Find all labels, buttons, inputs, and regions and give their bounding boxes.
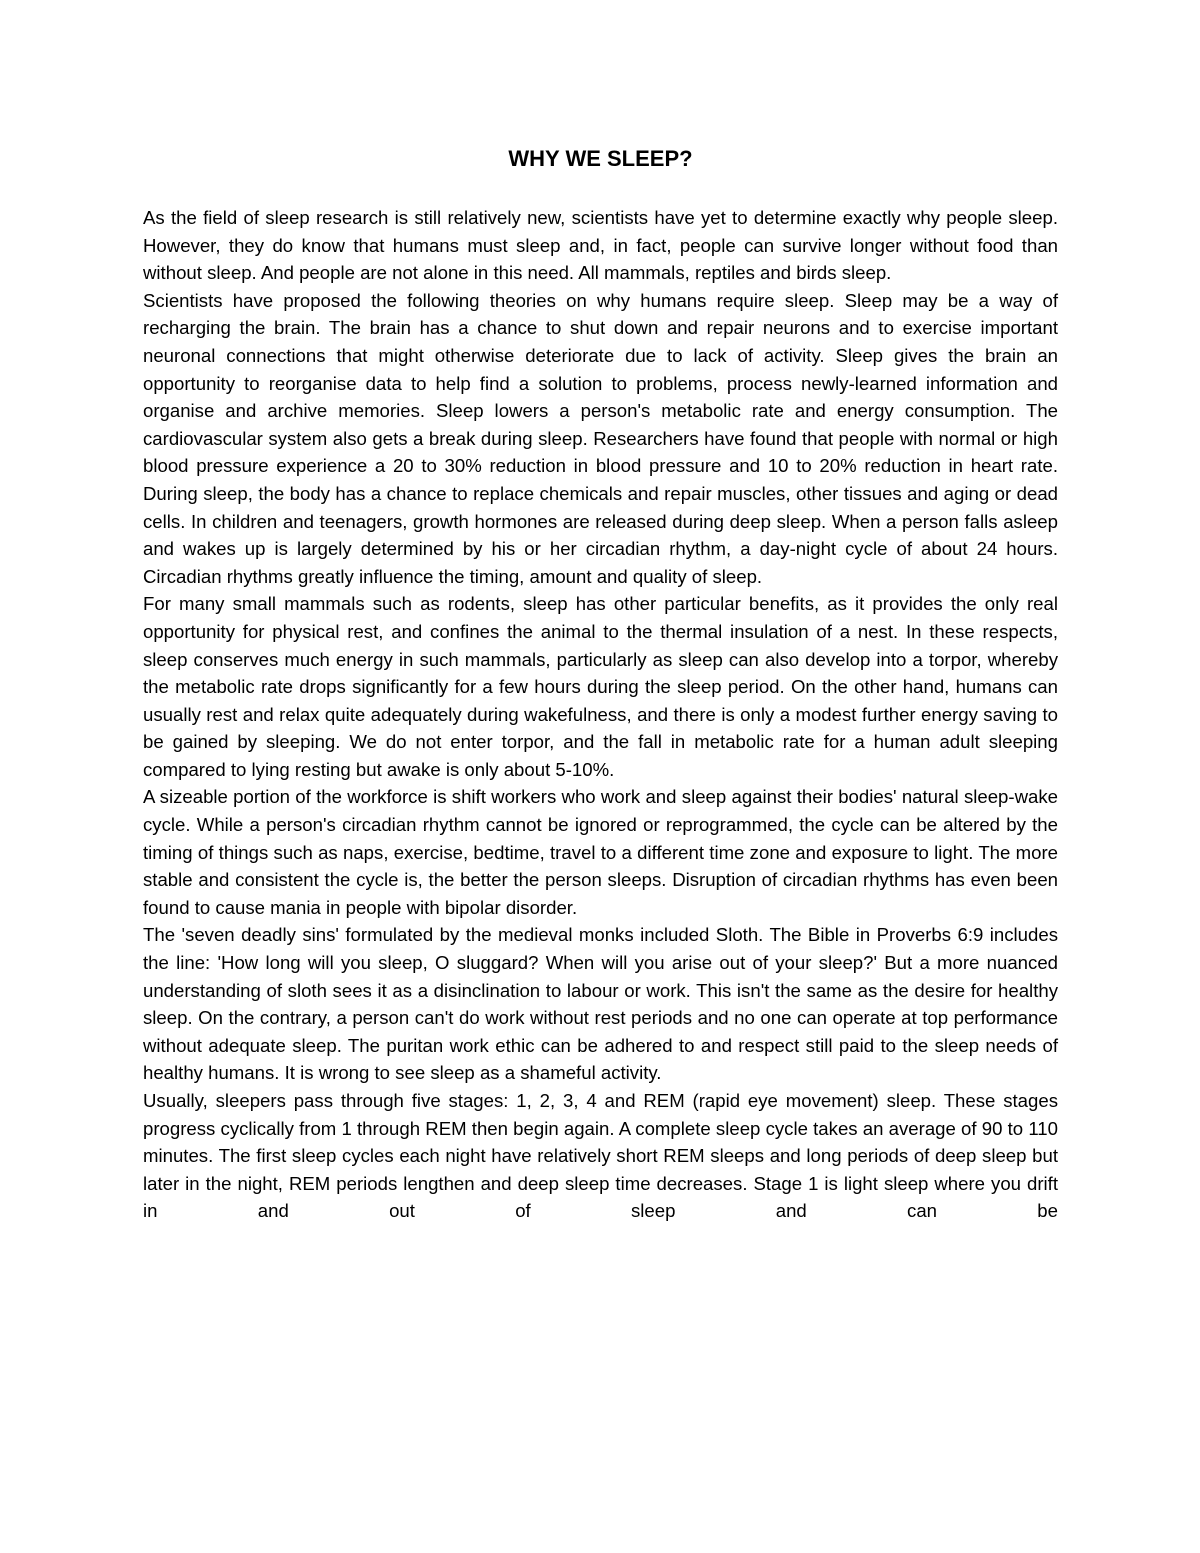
paragraph-theories: Scientists have proposed the following theories on why humans require sleep. Sleep may be a way of recharging the brain. The brain has a chance to shut down and repair neurons and to exercise important neuronal connections that might otherwise deteriorate due to lack of activity. Sleep gives the brain an opportunity to reorganise data to help find a solution to problems, process newly-learned information and organise and archive memories. Sleep lowers a person's metabolic rate and energy consumption. The cardiovascular system also gets a break during sleep. Researchers have found that people with normal or high blood pressure experience a 20 to 30% reduction in blood pressure and 10 to 20% reduction in heart rate. During sleep, the body has a chance to replace chemicals and repair muscles, other tissues and aging or dead cells. In children and teenagers, growth hormones are released during deep sleep. When a person falls asleep and wakes up is largely determined by his or her circadian rhythm, a day-night cycle of about 24 hours. Circadian rhythms greatly influence the timing, amount and quality of sleep. bbox=[143, 289, 1058, 587]
paragraph-small-mammals: For many small mammals such as rodents, sleep has other particular benefits, as it provides the only real opportunity for physical rest, and confines the animal to the thermal insulation of a nest. In these respects, sleep conserves much energy in such mammals, particularly as sleep can also develop into a torpor, whereby the metabolic rate drops significantly for a few hours during the sleep period. On the other hand, humans can usually rest and relax quite adequately during wakefulness, and there is only a modest further energy saving to be gained by sleeping. We do not enter torpor, and the fall in metabolic rate for a human adult sleeping compared to lying resting but awake is only about 5-10%. bbox=[143, 593, 1058, 780]
document-body bbox=[143, 204, 1058, 1225]
paragraph-sloth: The 'seven deadly sins' formulated by the medieval monks included Sloth. The Bible in Proverbs 6:9 includes the line: 'How long will you sleep, O sluggard? When will you arise out of your sleep?' But a more nuanced understanding of sloth sees it as a disinclination to labour or work. This isn't the same as the desire for healthy sleep. On the contrary, a person can't do work without rest periods and no one can operate at top performance without adequate sleep. The puritan work ethic can be adhered to and respect still paid to the sleep needs of healthy humans. It is wrong to see sleep as a shameful activity. bbox=[143, 924, 1058, 1084]
paragraph-sleep-stages: Usually, sleepers pass through five stages: 1, 2, 3, 4 and REM (rapid eye movement) sleep. These stages progress cyclically from 1 through REM then begin again. A complete sleep cycle takes an average of 90 to 110 minutes. The first sleep cycles each night have relatively short REM sleeps and long periods of deep sleep but later in the night, REM periods lengthen and deep sleep time decreases. Stage 1 is light sleep where you drift in and out of sleep and can be bbox=[143, 1090, 1058, 1222]
page-title: WHY WE SLEEP? bbox=[508, 146, 693, 171]
paragraph-intro: As the field of sleep research is still relatively new, scientists have yet to determine exactly why people sleep. However, they do know that humans must sleep and, in fact, people can survive longer without food than without sleep. And people are not alone in this need. All mammals, reptiles and birds sleep. bbox=[143, 207, 1058, 284]
paragraph-shift-workers: A sizeable portion of the workforce is shift workers who work and sleep against their bodies' natural sleep-wake cycle. While a person's circadian rhythm cannot be ignored or reprogrammed, the cycle can be altered by the timing of things such as naps, exercise, bedtime, travel to a different time zone and exposure to light. The more stable and consistent the cycle is, the better the person sleeps. Disruption of circadian rhythms has even been found to cause mania in people with bipolar disorder. bbox=[143, 786, 1058, 918]
